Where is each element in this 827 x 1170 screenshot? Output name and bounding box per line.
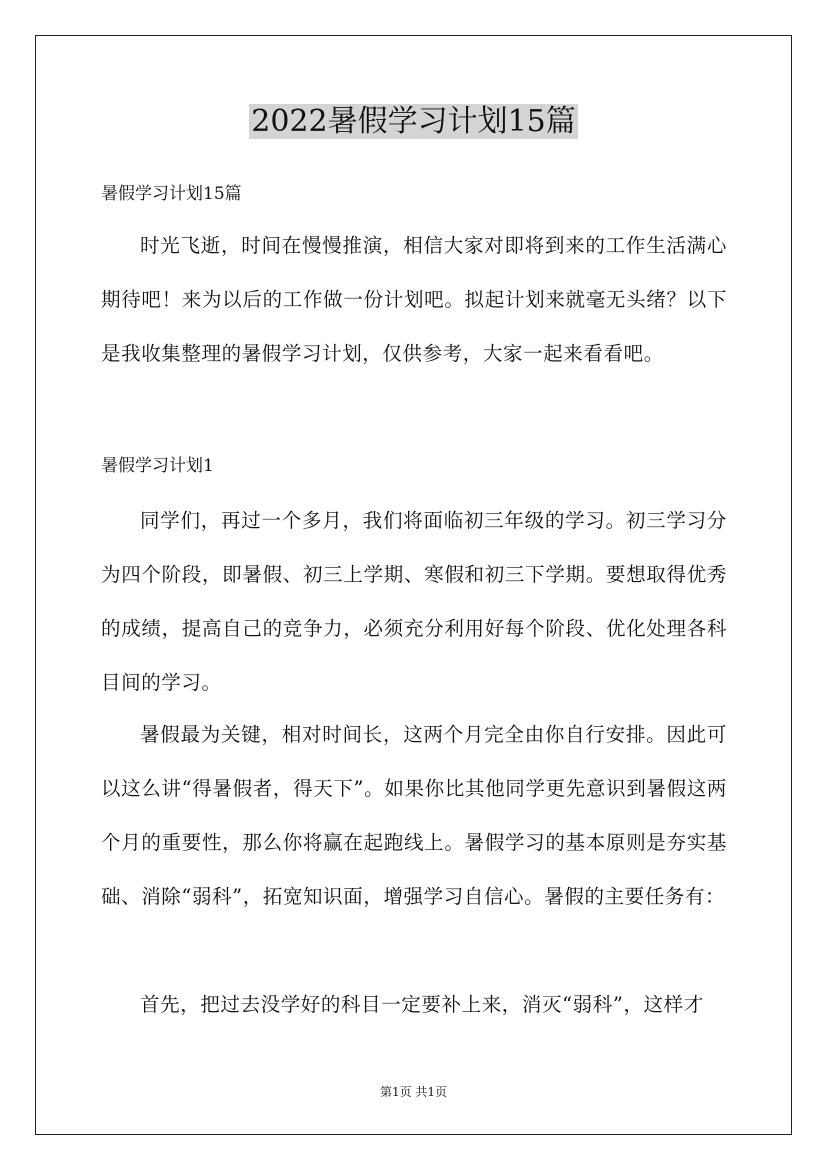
page-footer: 第1页 共1页 bbox=[379, 1085, 448, 1099]
body-paragraph: 暑假最为关键，相对时间长，这两个月完全由你自行安排。因此可以这么讲“得暑假者，得天下”。如果你比其他同学更先意识到暑假这两个月的重要性，那么你将赢在起跑线上。暑假学习的基本原则是夯实基础、消除“弱科”，拓宽知识面，增强学习自信心。暑假的主要任务有： bbox=[101, 723, 727, 908]
document-title bbox=[0, 100, 827, 144]
document-subtitle: 暑假学习计划15篇 bbox=[101, 184, 242, 204]
document-title-text: 2022暑假学习计划15篇 bbox=[251, 104, 576, 139]
intro-paragraph: 时光飞逝，时间在慢慢推演，相信大家对即将到来的工作生活满心期待吧！来为以后的工作做一份计划吧。拟起计划来就毫无头绪？以下是我收集整理的暑假学习计划，仅供参考，大家一起来看看吧。 bbox=[101, 234, 727, 365]
body-paragraph: 首先，把过去没学好的科目一定要补上来，消灭“弱科”，这样才 bbox=[140, 993, 704, 1016]
body-paragraph: 同学们，再过一个多月，我们将面临初三年级的学习。初三学习分为四个阶段，即暑假、初三上学期、寒假和初三下学期。要想取得优秀的成绩，提高自己的竞争力，必须充分利用好每个阶段、优化处理各科目间的学习。 bbox=[101, 509, 727, 694]
section-heading: 暑假学习计划1 bbox=[101, 456, 214, 476]
